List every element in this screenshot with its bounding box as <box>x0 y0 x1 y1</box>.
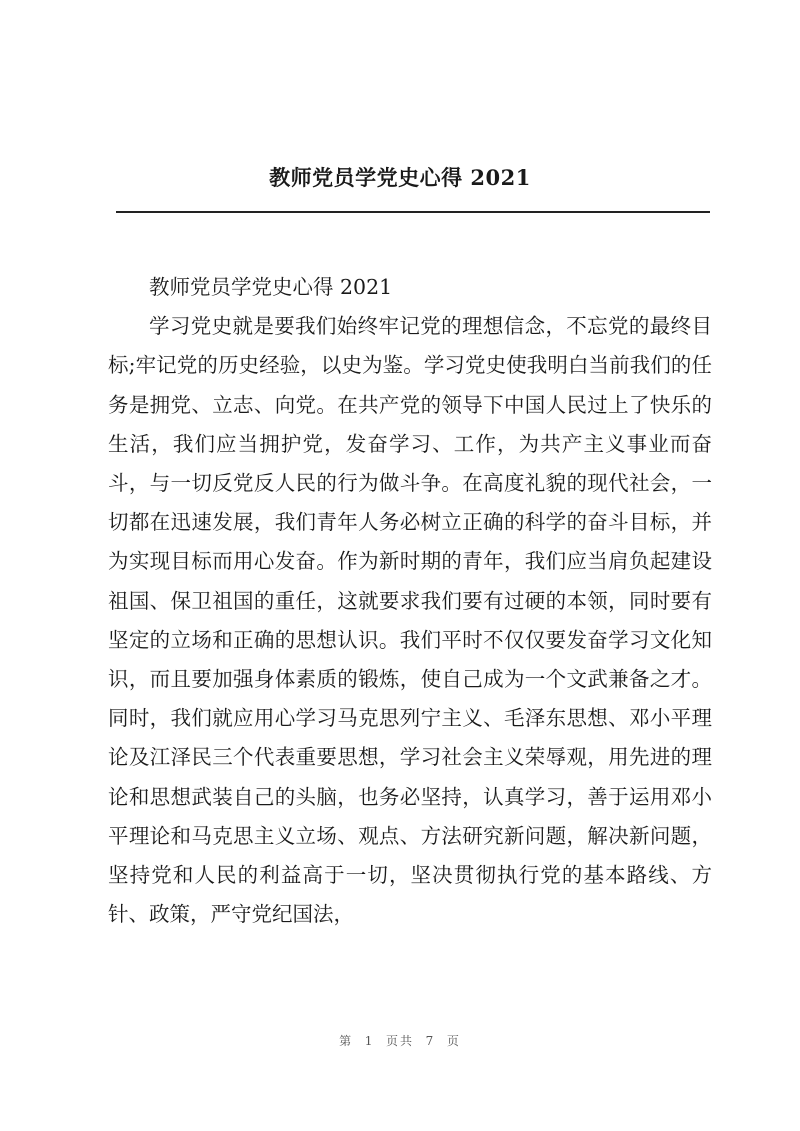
page-number-footer: 第 1 页共 7 页 <box>339 1034 461 1048</box>
page-title: 教师党员学党史心得 2021 <box>269 165 531 190</box>
body-paragraph-heading: 教师党员学党史心得 2021 <box>149 275 393 299</box>
body-paragraph: 学习党史就是要我们始终牢记党的理想信念，不忘党的最终目标;牢记党的历史经验，以史为鉴。学习党史使我明白当前我们的任务是拥党、立志、向党。在共产党的领导下中国人民过上了快乐的生活，我们应当拥护党，发奋学习、工作，为共产主义事业而奋斗，与一切反党反人民的行为做斗争。在高度礼貌的现代社会，一切都在迅速发展，我们青年人务必树立正确的科学的奋斗目标，并为实现目标而用心发奋。作为新时期的青年，我们应当肩负起建设祖国、保卫祖国的重任，这就要求我们要有过硬的本领，同时要有坚定的立场和正确的思想认识。我们平时不仅仅要发奋学习文化知识，而且要加强身体素质的锻炼，使自己成为一个文武兼备之才。同时，我们就应用心学习马克思列宁主义、毛泽东思想、邓小平理论及江泽民三个代表重要思想，学习社会主义荣辱观，用先进的理论和思想武装自己的头脑，也务必坚持，认真学习，善于运用邓小平理论和马克思主义立场、观点、方法研究新问题，解决新问题，坚持党和人民的利益高于一切，坚决贯彻执行党的基本路线、方针、政策，严守党纪国法， <box>108 314 712 927</box>
title-underline <box>116 211 710 213</box>
document-body <box>108 268 712 934</box>
